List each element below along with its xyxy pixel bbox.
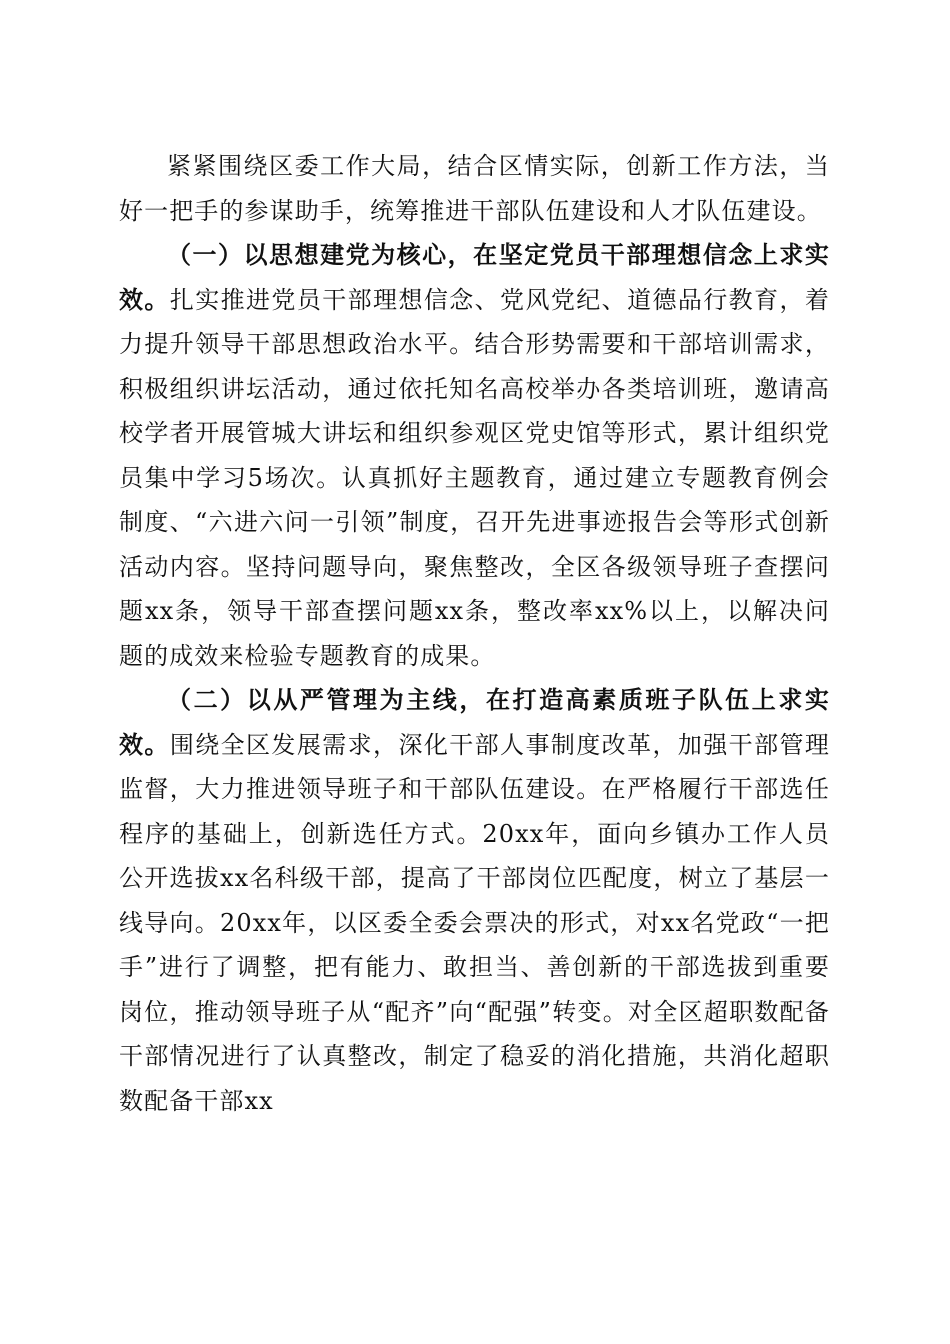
paragraph-intro — [119, 144, 830, 233]
section-1-text: 扎实推进党员干部理想信念、党风党纪、道德品行教育，着力提升领导干部思想政治水平。结合形势需要和干部培训需求，积极组织讲坛活动，通过依托知名高校举办各类培训班，邀请高校学者开展管城大讲坛和组织参观区党史馆等形式，累计组织党员集中学习5场次。认真抓好主题教育，通过建立专题教育例会制度、“六进六问一引领”制度，召开先进事迹报告会等形式创新活动内容。坚持问题导向，聚焦整改，全区各级领导班子查摆问题xx条，领导干部查摆问题xx条，整改率xx%以上，以解决问题的成效来检验专题教育的成果。 — [119, 285, 830, 670]
paragraph-section-1 — [119, 233, 830, 678]
paragraph-section-2 — [119, 678, 830, 1123]
document-body — [119, 144, 830, 1123]
section-2-text: 围绕全区发展需求，深化干部人事制度改革，加强干部管理监督，大力推进领导班子和干部队伍建设。在严格履行干部选任程序的基础上，创新选任方式。20xx年，面向乡镇办工作人员公开选拔xx名科级干部，提高了干部岗位匹配度，树立了基层一线导向。20xx年，以区委全委会票决的形式，对xx名党政“一把手”进行了调整，把有能力、敢担当、善创新的干部选拔到重要岗位，推动领导班子从“配齐”向“配强”转变。对全区超职数配备干部情况进行了认真整改，制定了稳妥的消化措施，共消化超职数配备干部xx — [119, 730, 830, 1115]
section-1-heading: （一）以思想建党为核心，在坚定党员干部理想信念上求实效。 — [119, 240, 830, 314]
section-2-heading: （二）以从严管理为主线，在打造高素质班子队伍上求实效。 — [119, 685, 830, 759]
paragraph-intro-text: 紧紧围绕区委工作大局，结合区情实际，创新工作方法，当好一把手的参谋助手，统筹推进干部队伍建设和人才队伍建设。 — [119, 152, 830, 225]
